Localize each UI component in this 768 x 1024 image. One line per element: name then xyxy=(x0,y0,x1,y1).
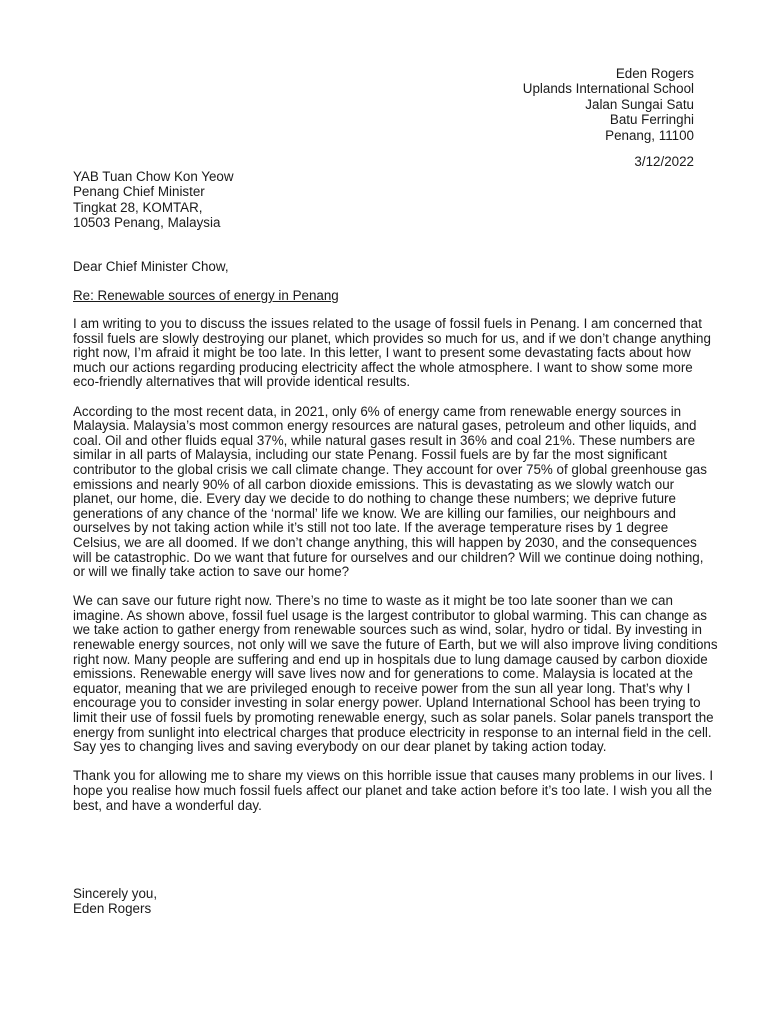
letter-body xyxy=(73,317,718,828)
closing-signoff: Sincerely you, xyxy=(73,886,158,901)
closing-name: Eden Rogers xyxy=(73,901,152,917)
sender-street: Jalan Sungai Satu xyxy=(585,96,694,112)
sender-school: Uplands International School xyxy=(522,81,694,97)
sender-city-postcode: Penang, 11100 xyxy=(605,127,694,143)
recipient-name: YAB Tuan Chow Kon Yeow xyxy=(73,169,234,184)
closing-block xyxy=(73,886,157,917)
body-paragraph-solution: We can save our future right now. There’s no time to waste as it might be too late sooner than we can imagine. As shown above, fossil fuel usage is the largest contributor to global warming. This can change as we take action to gather energy from renewable sources such as wind, solar, hydro or tidal. By investing in renewable energy sources, not only will we save the future of Earth, but we will also improve living conditions right now. Many people are suffering and end up in hospitals due to lung damage caused by carbon dioxide emissions. Renewable energy will save lives now and for generations to come. Malaysia is located at the equator, meaning that we are privileged enough to receive power from the sun all year long. That’s why I encourage you to consider investing in solar energy power. Upland International School has been trying to limit their use of fossil fuels by promoting renewable energy, such as solar panels. Solar panels transport the energy from sunlight into electrical charges that produce electricity in response to an internal field in the cell. Say yes to changing lives and saving everybody on our dear planet by taking action today. xyxy=(73,593,718,755)
salutation: Dear Chief Minister Chow, xyxy=(73,259,229,274)
recipient-title: Penang Chief Minister xyxy=(73,184,205,200)
body-paragraph-intro: I am writing to you to discuss the issues related to the usage of fossil fuels in Penang. I am concerned that fossil fuels are slowly destroying our planet, which provides so much for us, and if we don’t change anything right now, I’m afraid it might be too late. In this letter, I want to present some devastating facts about how much our actions regarding producing electricity affect the whole atmosphere. I want to show some more eco-friendly alternatives that will provide identical results. xyxy=(73,316,711,390)
recipient-address-line-1: Tingkat 28, KOMTAR, xyxy=(73,199,203,215)
recipient-address-block xyxy=(73,169,234,231)
recipient-address-line-2: 10503 Penang, Malaysia xyxy=(73,215,221,231)
sender-area: Batu Ferringhi xyxy=(609,112,694,128)
letter-date: 3/12/2022 xyxy=(634,154,694,169)
subject-line: Re: Renewable sources of energy in Penang xyxy=(73,288,339,303)
body-paragraph-thanks: Thank you for allowing me to share my views on this horrible issue that causes many problems in our lives. I hope you realise how much fossil fuels affect our planet and take action before it’s too late. I wish you all the best, and have a wonderful day. xyxy=(73,768,714,813)
sender-name: Eden Rogers xyxy=(615,66,694,81)
sender-address-block xyxy=(523,66,694,143)
body-paragraph-data: According to the most recent data, in 2021, only 6% of energy came from renewable energy sources in Malaysia. Malaysia’s most common energy resources are natural gases, petroleum and other liquids, and coal. Oil and other fluids equal 37%, while natural gases result in 36% and coal 21%. These numbers are similar in all parts of Malaysia, including our state Penang. Fossil fuels are by far the most significant contributor to the global crisis we call climate change. They account for over 75% of global greenhouse gas emissions and nearly 90% of all carbon dioxide emissions. This is devastating as we slowly watch our planet, our home, die. Every day we decide to do nothing to change these numbers; we deprive future generations of any chance of the ‘normal’ life we know. We are killing our families, our neighbours and ourselves by not taking action while it’s still not too late. If the average temperature rises by 1 degree Celsius, we are all doomed. If we don’t change anything, this will happen by 2030, and the consequences will be catastrophic. Do we want that future for ourselves and our children? Will we continue doing nothing, or will we finally take action to save our home? xyxy=(73,403,707,580)
